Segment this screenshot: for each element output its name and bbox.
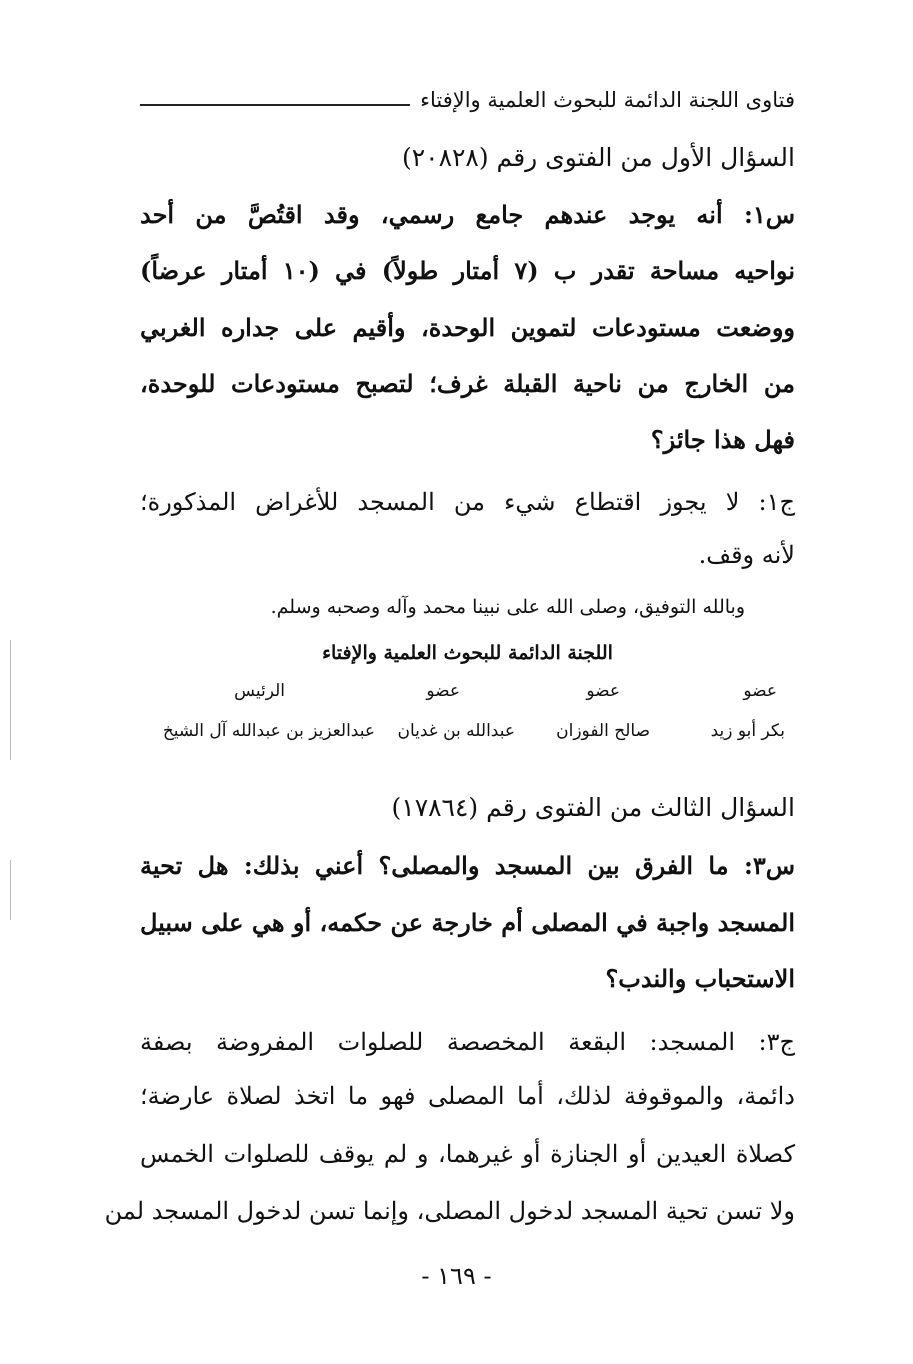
signatory-name: عبدالله بن غديان: [397, 721, 515, 741]
answer-1-line: لأنه وقف.: [698, 541, 795, 569]
question-3-heading: السؤال الثالث من الفتوى رقم (١٧٨٦٤): [391, 793, 795, 822]
signatory-role: الرئيس: [234, 681, 285, 701]
header-title: فتاوى اللجنة الدائمة للبحوث العلمية والإفتاء: [420, 88, 795, 112]
scan-edge-mark: [10, 860, 11, 920]
question-3-line: س٣: ما الفرق بين المسجد والمصلى؟ أعني بذلك: هل تحية: [140, 851, 795, 880]
question-1-line: ووضعت مستودعات لتموين الوحدة، وأقيم على جداره الغربي: [140, 313, 795, 342]
question-3-line: المسجد واجبة في المصلى أم خارجة عن حكمه، أو هي على سبيل: [140, 908, 795, 937]
question-1-line: نواحيه مساحة تقدر ب (٧ أمتار طولاً) في (١٠ أمتار عرضاً): [140, 256, 796, 285]
signatory-role: عضو: [743, 681, 777, 701]
question-1-line: من الخارج من ناحية القبلة غرف؛ لتصبح مستودعات للوحدة،: [140, 369, 795, 398]
answer-3-line: كصلاة العيدين أو الجنازة أو غيرهما، و لم يوقف للصلوات الخمس: [140, 1140, 795, 1168]
question-1-line: فهل هذا جائز؟: [650, 425, 795, 454]
signatory-role: عضو: [426, 681, 460, 701]
answer-3-line: دائمة، والموقوفة لذلك، أما المصلى فهو ما اتخذ لصلاة عارضة؛: [140, 1082, 795, 1110]
question-3-line: الاستحباب والندب؟: [605, 964, 795, 993]
answer-3-line: ولا تسن تحية المسجد لدخول المصلى، وإنما تسن لدخول المسجد لمن: [104, 1197, 795, 1225]
question-1-heading: السؤال الأول من الفتوى رقم (٢٠٨٢٨): [401, 143, 795, 172]
signatory-name: بكر أبو زيد: [710, 721, 785, 741]
header-rule: [140, 104, 410, 106]
answer-1-line: ج١: لا يجوز اقتطاع شيء من المسجد للأغراض المذكورة؛: [140, 488, 795, 516]
signatory-name: عبدالعزيز بن عبدالله آل الشيخ: [162, 721, 375, 741]
closing-formula: وبالله التوفيق، وصلى الله على نبينا محمد وآله وصحبه وسلم.: [270, 596, 745, 618]
signatory-name: صالح الفوزان: [556, 721, 650, 741]
committee-name: اللجنة الدائمة للبحوث العلمية والإفتاء: [322, 642, 613, 664]
question-1-line: س١: أنه يوجد عندهم جامع رسمي، وقد اقتُصَّ من أحد: [140, 200, 795, 229]
page-number: - ١٦٩ -: [421, 1262, 492, 1290]
signatory-role: عضو: [586, 681, 620, 701]
answer-3-line: ج٣: المسجد: البقعة المخصصة للصلوات المفروضة بصفة: [140, 1028, 795, 1056]
scan-edge-mark: [10, 640, 11, 760]
running-header: [140, 88, 795, 118]
